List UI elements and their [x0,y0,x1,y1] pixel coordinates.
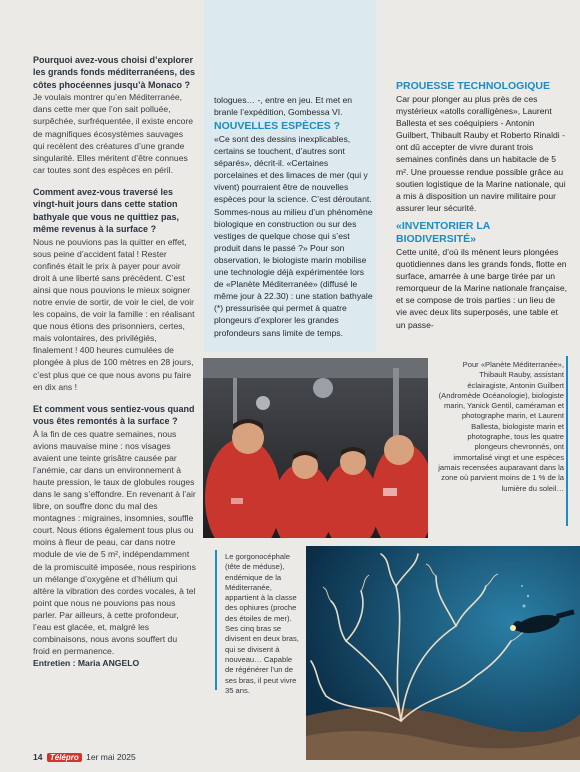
section-heading-prouesse: PROUESSE TECHNOLOGIQUE [396,80,551,92]
caption-rule-2 [215,550,217,690]
question-2: Comment avez-vous traversé les vingt-huit jours dans cette station bathyale que vous ne quittiez pas, même revenus à la surface ? [33,186,180,235]
answer-1: Je voulais montrer qu’en Méditerranée, dans cette mer que l’on sait polluée, surpêchée, surfréquentée, il existe encore de magnifiques écosystèmes sauvages qui recèlent des créatures d’une grande singularité. Elles méritent d’être connues car toutes sont des espèces en péril. [33,92,194,175]
page-footer [33,752,136,762]
middle-lead: tologues… -, entre en jeu. Et met en branle l’expédition, Gombessa VI. [214,95,353,118]
right-body-2: Cette unité, d’où ils mènent leurs plongées quotidiennes dans les grands fonds, flotte en surface, amarrée à une barge tirée par un remorqueur de la Marine nationale française, et se compose de trois parties : un lieu de vie avec deux lits superposés, une table et un passe- [396,246,568,330]
section-heading-nouvelles-especes: NOUVELLES ESPÈCES ? [214,120,341,132]
photo-gorgonocephale [306,546,580,760]
question-3: Et comment vous sentiez-vous quand vous êtes remontés à la surface ? [33,403,195,427]
answer-2: Nous ne pouvions pas la quitter en effet, sous peine d’accident fatal ! Rester confinés était le prix à payer pour avoir droit à une liberté sans précédent. C’est ainsi que nous pouvions le mieux soigner notre envie de sortir, de voir le ciel, de voir les copains, de voir la famille : en réalisant que nous étions des prisonniers, certes, mais volontaires, des privilégiés, finalement ! 400 heures cumulées de plongée à plus de 100 mètres en 28 jours, c’est plus que ce que nous avons pu faire en dix ans ! [33,236,195,392]
right-column [396,80,568,331]
interview-author: Entretien : Maria ANGELO [33,658,140,669]
photo-caption-2: Le gorgonocéphale (tête de méduse), endémique de la Méditerranée, appartient à la classe des ophiures (proche des étoiles de mer). Ses cinq bras se divisent en deux bras, qui se divisent à nouveau… Capable de régénérer l’un de ses bras, il peut vivre 35 ans. [225,552,299,695]
section-heading-biodiversite: «INVENTORIER LA BIODIVERSITÉ» [396,219,490,245]
interview-column [33,54,196,669]
answer-3: À la fin de ces quatre semaines, nous avions mauvaise mine : nos visages avaient une teinte grisâtre causée par l’anémie, car dans un environnement à haute pression, le taux de globules rouges dans le sang s’effondre. En revenant à l’air libre, on souffre donc du mal des montagnes : migraines, insomnies, souffle court. Nous étions également tous plus ou moins à fleur de peau, car dans notre module de vie de 5 m², indépendamment de la promiscuité imposée, nous respirions un mélange d’oxygène et d’hélium qui altère la vibration des cordes vocales, à tel point que nous ne pouvions pas nous parler. Par ailleurs, à cette profondeur, l’eau est glacée, et, malgré les combinaisons, nous avons souffert du froid en permanence. [33,428,196,657]
page-number: 14 [33,752,43,762]
middle-lead-text [214,94,374,118]
divers-illustration [203,358,428,538]
middle-body: «Ce sont des dessins inexplicables, certains se touchent, d’autres sont séparés», décrit-il. «Certaines porcelaines et des limaces de mer (qui y vivent) pourraient être de nouvelles espèces pour la science. C’est déroutant. Sommes-nous au milieu d’un phénomène biologique en construction ou sur des vestiges de quelque chose qui s’est produit dans le passé ?» Pour son observation, le biologiste marin mobilise une technologie déjà expérimentée lors de «Planète Méditerranée» (diffusé le même jour à 22.30) : une station bathyale (*) pressurisée qui permet à quatre plongeurs d’explorer les grandes profondeurs sans limite de temps. [214,134,373,338]
photo-caption-1: Pour «Planète Méditerranée», Thibault Rauby, assistant éclairagiste, Antonin Guilbert (Andromède Océanologie), biologiste marin, Yanick Gentil, caméraman et photographe marin, et Laurent Ballesta, biologiste marin et photographe, tous les quatre plongeurs chevronnés, ont immortalisé vingt et une espèces jamais recensées auparavant dans la zone où parvient moins de 1 % de la lumière du soleil… [438,360,564,493]
right-body-1: Car pour plonger au plus près de ces mystérieux «atolls coralligènes», Laurent Ballesta et ses coéquipiers - Antonin Guilbert, Thibault Rauby et Roberto Rinaldi - ont dû accepter de vivre durant trois semaines confinés dans un habitacle de 5 m². Une prouesse rendue possible grâce au soutien logistique de la Marine nationale, qui a mis à disposition un navire militaire pour assurer leur sécurité. [396,94,566,213]
issue-date: 1er mai 2025 [86,752,136,762]
middle-column [214,120,374,339]
question-1: Pourquoi avez-vous choisi d’explorer les grands fonds méditerranéens, des côtes phocéennes jusqu’à Monaco ? [33,55,196,90]
gorgon-illustration [306,546,580,760]
caption-rule [566,356,568,526]
brand-logo: Télépro [47,753,82,762]
photo-divers-in-chamber [203,358,428,538]
